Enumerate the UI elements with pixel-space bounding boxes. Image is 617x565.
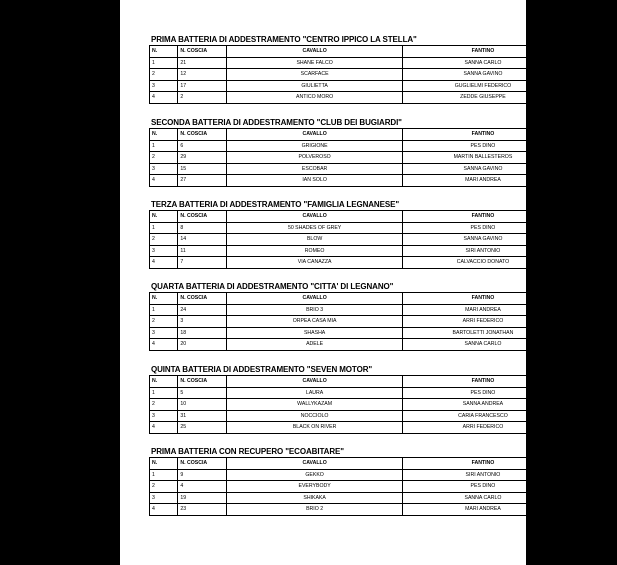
cell-fantino: MARI ANDREA xyxy=(402,304,563,316)
heat-table xyxy=(149,457,617,516)
heat-section xyxy=(149,199,617,269)
column-header-coscia: N. COSCIA xyxy=(178,211,227,223)
heat-start-time: INIZIO ORE 10.30 xyxy=(570,120,615,126)
cell-coscia: 29 xyxy=(178,152,227,164)
cell-coscia: 8 xyxy=(178,222,227,234)
cell-n: 2 xyxy=(150,152,178,164)
column-header-arrivo: ARRIVO xyxy=(564,293,617,305)
column-header-coscia: N. COSCIA xyxy=(178,129,227,141)
cell-n: 1 xyxy=(150,304,178,316)
cell-arrivo xyxy=(564,140,617,152)
cell-cavallo: EVERYBODY xyxy=(227,481,402,493)
column-header-n: N. xyxy=(150,46,178,58)
heat-section xyxy=(149,117,617,187)
cell-coscia: 3 xyxy=(178,316,227,328)
heat-section xyxy=(149,281,617,351)
cell-fantino: SANNA CARLO xyxy=(402,339,563,351)
cell-cavallo: SHASHA xyxy=(227,327,402,339)
heat-start-time: INIZIO ORE 10.00 xyxy=(570,37,615,43)
heat-start-time: INIZIO ORE 11.30 xyxy=(570,284,615,290)
cell-n: 1 xyxy=(150,222,178,234)
cell-coscia: 9 xyxy=(178,469,227,481)
column-header-coscia: N. COSCIA xyxy=(178,458,227,470)
heat-title: QUARTA BATTERIA DI ADDESTRAMENTO "CITTA' DI LEGNANO" xyxy=(151,282,394,291)
cell-fantino: MARI ANDREA xyxy=(402,504,563,516)
table-row xyxy=(150,80,617,92)
cell-cavallo: GIULIETTA xyxy=(227,80,402,92)
cell-fantino: SANNA CARLO xyxy=(402,57,563,69)
cell-coscia: 12 xyxy=(178,69,227,81)
cell-arrivo xyxy=(564,339,617,351)
cell-n: 1 xyxy=(150,387,178,399)
cell-fantino: MARTIN BALLESTEROS xyxy=(402,152,563,164)
table-row xyxy=(150,304,617,316)
column-header-arrivo: ARRIVO xyxy=(564,376,617,388)
column-header-arrivo: ARRIVO xyxy=(564,129,617,141)
cell-cavallo: ADELE xyxy=(227,339,402,351)
cell-cavallo: GEKKO xyxy=(227,469,402,481)
table-row xyxy=(150,175,617,187)
cell-cavallo: BRIO 2 xyxy=(227,504,402,516)
cell-coscia: 18 xyxy=(178,327,227,339)
cell-n: 4 xyxy=(150,175,178,187)
cell-arrivo xyxy=(564,469,617,481)
cell-n: 1 xyxy=(150,140,178,152)
cell-cavallo: ORPEA CASA MIA xyxy=(227,316,402,328)
document-page xyxy=(120,0,615,565)
column-header-cavallo: CAVALLO xyxy=(227,129,402,141)
column-header-coscia: N. COSCIA xyxy=(178,376,227,388)
table-row xyxy=(150,69,617,81)
cell-coscia: 17 xyxy=(178,80,227,92)
column-header-fantino: FANTINO xyxy=(402,211,563,223)
heat-header xyxy=(149,34,617,44)
cell-fantino: SIRI ANTONIO xyxy=(402,245,563,257)
column-header-arrivo: ARRIVO xyxy=(564,211,617,223)
table-header-row xyxy=(150,46,617,58)
cell-cavallo: GRIGIONE xyxy=(227,140,402,152)
table-row xyxy=(150,469,617,481)
column-header-fantino: FANTINO xyxy=(402,376,563,388)
table-row xyxy=(150,316,617,328)
column-header-n: N. xyxy=(150,293,178,305)
cell-arrivo xyxy=(564,481,617,493)
column-header-cavallo: CAVALLO xyxy=(227,458,402,470)
cell-cavallo: SHANE FALCO xyxy=(227,57,402,69)
cell-cavallo: 50 SHADES OF GREY xyxy=(227,222,402,234)
table-header-row xyxy=(150,293,617,305)
cell-n: 3 xyxy=(150,410,178,422)
cell-n: 2 xyxy=(150,316,178,328)
cell-arrivo xyxy=(564,410,617,422)
cell-n: 2 xyxy=(150,481,178,493)
column-header-cavallo: CAVALLO xyxy=(227,46,402,58)
cell-coscia: 21 xyxy=(178,57,227,69)
column-header-n: N. xyxy=(150,129,178,141)
cell-arrivo xyxy=(564,257,617,269)
cell-fantino: PES DINO xyxy=(402,387,563,399)
table-header-row xyxy=(150,211,617,223)
cell-fantino: SANNA GAVINO xyxy=(402,234,563,246)
table-header-row xyxy=(150,129,617,141)
heat-title: TERZA BATTERIA DI ADDESTRAMENTO "FAMIGLIA LEGNANESE" xyxy=(151,200,400,209)
heat-start-time: INIZIO ORE 13.00 xyxy=(570,449,615,455)
heat-start-time: INIZIO ORE 12.00 xyxy=(570,367,615,373)
cell-cavallo: BLACK ON RIVER xyxy=(227,422,402,434)
cell-arrivo xyxy=(564,492,617,504)
cell-coscia: 23 xyxy=(178,504,227,516)
cell-fantino: ARRI FEDERICO xyxy=(402,316,563,328)
heat-title: QUINTA BATTERIA DI ADDESTRAMENTO "SEVEN MOTOR" xyxy=(151,365,373,374)
cell-arrivo xyxy=(564,234,617,246)
cell-cavallo: SHIKAKA xyxy=(227,492,402,504)
heat-table xyxy=(149,292,617,351)
cell-fantino: SANNA GAVINO xyxy=(402,69,563,81)
cell-n: 2 xyxy=(150,69,178,81)
cell-arrivo xyxy=(564,175,617,187)
table-row xyxy=(150,222,617,234)
cell-fantino: ZEDDE GIUSEPPE xyxy=(402,92,563,104)
cell-n: 3 xyxy=(150,327,178,339)
cell-fantino: SIRI ANTONIO xyxy=(402,469,563,481)
table-row xyxy=(150,481,617,493)
cell-n: 2 xyxy=(150,399,178,411)
cell-cavallo: ESCOBAR xyxy=(227,163,402,175)
column-header-fantino: FANTINO xyxy=(402,458,563,470)
cell-cavallo: LAURA xyxy=(227,387,402,399)
cell-cavallo: BLOW xyxy=(227,234,402,246)
column-header-fantino: FANTINO xyxy=(402,46,563,58)
table-row xyxy=(150,257,617,269)
column-header-cavallo: CAVALLO xyxy=(227,293,402,305)
heat-title: PRIMA BATTERIA DI ADDESTRAMENTO "CENTRO IPPICO LA STELLA" xyxy=(151,35,417,44)
cell-cavallo: VIA CANAZZA xyxy=(227,257,402,269)
cell-cavallo: SCARFACE xyxy=(227,69,402,81)
cell-arrivo xyxy=(564,245,617,257)
cell-arrivo xyxy=(564,504,617,516)
heat-section xyxy=(149,34,617,104)
cell-coscia: 6 xyxy=(178,140,227,152)
cell-coscia: 10 xyxy=(178,399,227,411)
cell-cavallo: ROMEO xyxy=(227,245,402,257)
cell-n: 3 xyxy=(150,163,178,175)
cell-n: 4 xyxy=(150,257,178,269)
table-row xyxy=(150,327,617,339)
cell-arrivo xyxy=(564,399,617,411)
cell-coscia: 7 xyxy=(178,257,227,269)
table-row xyxy=(150,140,617,152)
cell-fantino: GUGLIELMI FEDERICO xyxy=(402,80,563,92)
cell-cavallo: BRIO 3 xyxy=(227,304,402,316)
cell-n: 3 xyxy=(150,80,178,92)
column-header-n: N. xyxy=(150,376,178,388)
column-header-coscia: N. COSCIA xyxy=(178,46,227,58)
cell-fantino: PES DINO xyxy=(402,222,563,234)
cell-fantino: ARRI FEDERICO xyxy=(402,422,563,434)
cell-arrivo xyxy=(564,327,617,339)
table-row xyxy=(150,492,617,504)
column-header-arrivo: ARRIVO xyxy=(564,46,617,58)
cell-coscia: 31 xyxy=(178,410,227,422)
table-row xyxy=(150,234,617,246)
heat-table xyxy=(149,45,617,104)
column-header-cavallo: CAVALLO xyxy=(227,211,402,223)
cell-fantino: CARIA FRANCESCO xyxy=(402,410,563,422)
cell-fantino: PES DINO xyxy=(402,140,563,152)
table-row xyxy=(150,92,617,104)
table-header-row xyxy=(150,458,617,470)
table-row xyxy=(150,245,617,257)
table-row xyxy=(150,163,617,175)
cell-arrivo xyxy=(564,163,617,175)
cell-n: 4 xyxy=(150,339,178,351)
table-header-row xyxy=(150,376,617,388)
heat-header xyxy=(149,281,617,291)
cell-arrivo xyxy=(564,69,617,81)
cell-arrivo xyxy=(564,422,617,434)
cell-coscia: 2 xyxy=(178,92,227,104)
cell-coscia: 25 xyxy=(178,422,227,434)
column-header-arrivo: ARRIVO xyxy=(564,458,617,470)
cell-coscia: 5 xyxy=(178,387,227,399)
heat-title: SECONDA BATTERIA DI ADDESTRAMENTO "CLUB DEI BUGIARDI" xyxy=(151,118,402,127)
cell-n: 4 xyxy=(150,504,178,516)
cell-n: 4 xyxy=(150,422,178,434)
heat-header xyxy=(149,117,617,127)
cell-arrivo xyxy=(564,92,617,104)
cell-cavallo: IAN SOLO xyxy=(227,175,402,187)
cell-arrivo xyxy=(564,316,617,328)
cell-n: 1 xyxy=(150,469,178,481)
cell-coscia: 24 xyxy=(178,304,227,316)
cell-arrivo xyxy=(564,57,617,69)
cell-cavallo: NOCCIOLO xyxy=(227,410,402,422)
cell-fantino: SANNA CARLO xyxy=(402,492,563,504)
cell-coscia: 27 xyxy=(178,175,227,187)
cell-arrivo xyxy=(564,222,617,234)
table-row xyxy=(150,504,617,516)
cell-fantino: SANNA GAVINO xyxy=(402,163,563,175)
column-header-n: N. xyxy=(150,211,178,223)
cell-n: 3 xyxy=(150,492,178,504)
cell-coscia: 20 xyxy=(178,339,227,351)
cell-fantino: PES DINO xyxy=(402,481,563,493)
cell-n: 3 xyxy=(150,245,178,257)
table-row xyxy=(150,422,617,434)
cell-coscia: 14 xyxy=(178,234,227,246)
heat-section xyxy=(149,364,617,434)
cell-coscia: 19 xyxy=(178,492,227,504)
heat-start-time: INIZIO ORE 11.00 xyxy=(570,202,615,208)
column-header-cavallo: CAVALLO xyxy=(227,376,402,388)
heat-title: PRIMA BATTERIA CON RECUPERO "ECOABITARE" xyxy=(151,447,344,456)
cell-arrivo xyxy=(564,80,617,92)
cell-fantino: SANNA ANDREA xyxy=(402,399,563,411)
cell-fantino: MARI ANDREA xyxy=(402,175,563,187)
table-row xyxy=(150,410,617,422)
heat-header xyxy=(149,199,617,209)
table-row xyxy=(150,152,617,164)
table-row xyxy=(150,387,617,399)
cell-arrivo xyxy=(564,387,617,399)
cell-fantino: BARTOLETTI JONATHAN xyxy=(402,327,563,339)
table-row xyxy=(150,339,617,351)
heat-header xyxy=(149,446,617,456)
cell-coscia: 15 xyxy=(178,163,227,175)
heat-table xyxy=(149,375,617,434)
column-header-coscia: N. COSCIA xyxy=(178,293,227,305)
column-header-n: N. xyxy=(150,458,178,470)
cell-n: 4 xyxy=(150,92,178,104)
column-header-fantino: FANTINO xyxy=(402,293,563,305)
heat-table xyxy=(149,128,617,187)
cell-arrivo xyxy=(564,304,617,316)
cell-cavallo: POLVEROSO xyxy=(227,152,402,164)
column-header-fantino: FANTINO xyxy=(402,129,563,141)
table-row xyxy=(150,399,617,411)
cell-fantino: CALVACCIO DONATO xyxy=(402,257,563,269)
heat-table xyxy=(149,210,617,269)
cell-coscia: 4 xyxy=(178,481,227,493)
cell-coscia: 11 xyxy=(178,245,227,257)
cell-n: 1 xyxy=(150,57,178,69)
cell-cavallo: ANTICO MORO xyxy=(227,92,402,104)
heat-header xyxy=(149,364,617,374)
heat-section xyxy=(149,446,617,516)
cell-cavallo: WALLYKAZAM xyxy=(227,399,402,411)
cell-n: 2 xyxy=(150,234,178,246)
table-row xyxy=(150,57,617,69)
cell-arrivo xyxy=(564,152,617,164)
